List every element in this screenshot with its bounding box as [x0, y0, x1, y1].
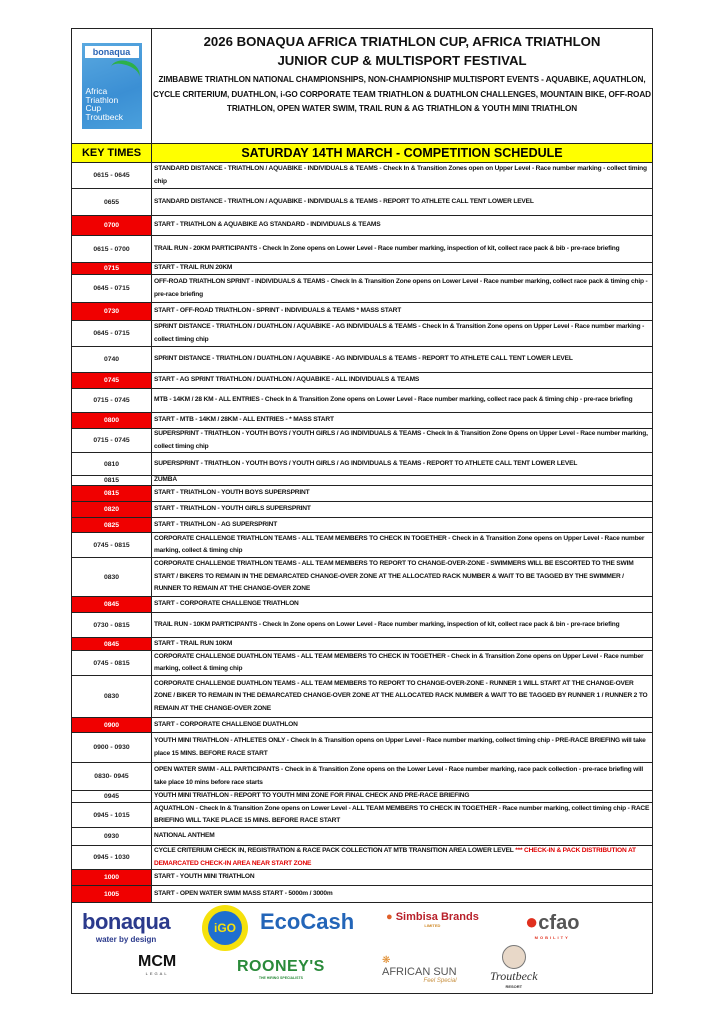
event-description [152, 413, 652, 428]
key-time: 0945 [72, 791, 152, 802]
event-description [152, 303, 652, 320]
header [72, 29, 652, 144]
event-text: START - TRIATHLON - YOUTH GIRLS SUPERSPRINT [154, 505, 311, 513]
event-text: START - TRIATHLON - YOUTH BOYS SUPERSPRINT [154, 489, 310, 497]
event-text: TRAIL RUN - 20KM PARTICIPANTS - Check In Zone opens on Lower Level - Race number marking, inspection of kit, collect race pack & bib - pre-race briefing [154, 244, 620, 252]
key-time: 0715 - 0745 [72, 429, 152, 452]
schedule-row-start [72, 263, 652, 275]
schedule-row-start [72, 718, 652, 733]
sponsor-rooneys: ROONEY'S THE HIRING SPECIALISTS [237, 958, 325, 980]
key-time: 0845 [72, 597, 152, 612]
event-text: SPRINT DISTANCE - TRIATHLON / DUATHLON / AQUABIKE - AG INDIVIDUALS & TEAMS - REPORT TO ATHLETE CALL TENT LOWER LEVEL [154, 355, 573, 363]
event-description [152, 870, 652, 885]
schedule-row [72, 803, 652, 828]
event-description [152, 651, 652, 675]
event-description [152, 533, 652, 557]
schedule-row [72, 791, 652, 803]
page-subtitle: ZIMBABWE TRIATHLON NATIONAL CHAMPIONSHIPS, NON-CHAMPIONSHIP MULTISPORT EVENTS - AQUABIKE, AQUATHLON, CYCLE CRITERIUM, DUATHLON, i-GO CORPORATE TEAM TRIATHLON & DUATHLON CHALLENGES, MOUNTAIN BIKE, OFF-ROAD TRIATHLON, OPEN WATER SWIM, TRAIL RUN & AG TRIATHLON & YOUTH MINI TRIATHLON [153, 75, 651, 113]
page-title-line2: JUNIOR CUP & MULTISPORT FESTIVAL [277, 53, 527, 68]
key-time: 0715 - 0745 [72, 389, 152, 412]
schedule-row-start [72, 870, 652, 886]
event-description [152, 236, 652, 262]
event-logo [82, 43, 142, 129]
key-time: 0810 [72, 453, 152, 475]
schedule-row [72, 558, 652, 597]
sponsor-bonaqua: bonaqua water by design [82, 909, 171, 944]
event-description [152, 476, 652, 485]
schedule-row [72, 828, 652, 846]
schedule-row [72, 347, 652, 373]
schedule-sheet [71, 28, 653, 994]
logo-brand: bonaqua [85, 46, 139, 58]
key-time: 0800 [72, 413, 152, 428]
event-text: SPRINT DISTANCE - TRIATHLON / DUATHLON / AQUABIKE - AG INDIVIDUALS & TEAMS - Check In & Transition Zone opens on Upper Level - Race number marking - collect timing chip [154, 323, 645, 343]
event-description [152, 613, 652, 637]
event-text: START - TRAIL RUN 20KM [154, 264, 233, 272]
key-time: 0745 - 0815 [72, 651, 152, 675]
event-text: START - TRAIL RUN 10KM [154, 639, 233, 647]
event-text: CORPORATE CHALLENGE DUATHLON TEAMS - ALL TEAM MEMBERS TO REPORT TO CHANGE-OVER-ZONE - RUNNER 1 WILL START AT THE CHANGE-OVER ZONE / BIKER TO REMAIN IN THE DEMARCATED CHANGE-OVER ZONE AT THE ALLOCATED RACK NUMBER & WAIT TO BE TAGGED BY RUNNER 1 / RUNNER 2 TO REMAIN AT THE CHANGE-OVER ZONE [154, 679, 648, 712]
event-text: MTB - 14KM / 28 KM - ALL ENTRIES - Check In & Transition Zone opens on Lower Level - Race number marking, collect race pack & timing chip - pre-race briefing [154, 396, 633, 404]
logo-text: Africa Triathlon Cup Troutbeck [85, 86, 123, 122]
event-description [152, 429, 652, 452]
key-time: 0615 - 0645 [72, 163, 152, 188]
schedule-table [72, 163, 652, 903]
event-text: START - CORPORATE CHALLENGE TRIATHLON [154, 600, 299, 608]
schedule-row [72, 189, 652, 216]
key-time: 1000 [72, 870, 152, 885]
key-time: 0745 [72, 373, 152, 388]
key-time: 0830- 0945 [72, 763, 152, 790]
sponsor-igo: iGO [202, 905, 248, 951]
event-text: OPEN WATER SWIM - ALL PARTICIPANTS - Check in & Transition Zone opens on the Lower Level - Race number marking, race pack collection - pre-race briefing will take place 10 mins before race starts [154, 766, 644, 786]
key-time: 0830 [72, 558, 152, 596]
event-description [152, 676, 652, 717]
schedule-row [72, 613, 652, 638]
key-time: 0815 [72, 486, 152, 501]
sponsor-troutbeck: Troutbeck RESORT [490, 945, 538, 989]
event-text: START - OPEN WATER SWIM MASS START - 5000m / 3000m [154, 889, 333, 897]
event-description [152, 763, 652, 790]
key-time: 0845 [72, 638, 152, 650]
title-cell [152, 29, 652, 143]
event-description [152, 638, 652, 650]
event-description [152, 718, 652, 732]
event-description [152, 846, 652, 869]
event-text: CORPORATE CHALLENGE TRIATHLON TEAMS - ALL TEAM MEMBERS TO REPORT TO CHANGE-OVER-ZONE - SWIMMERS WILL BE ESCORTED TO THE SWIM START / BIKERS TO REMAIN IN THE DEMARCATED CHANGE-OVER ZONE AT THE ALLOCATED RACK NUMBER & WAIT TO BE TAGGED BY THE SWIMMER / RUNNER TO REMAIN AT THE CHANGE-OVER ZONE [154, 560, 634, 593]
event-text: CORPORATE CHALLENGE DUATHLON TEAMS - ALL TEAM MEMBERS TO CHECK IN TOGETHER - Check in & Transition Zone opens on Upper Level - Race number marking, collect & timing chip [154, 652, 644, 672]
schedule-row-start [72, 518, 652, 533]
key-time: 0930 [72, 828, 152, 845]
event-description [152, 389, 652, 412]
sponsor-african-sun: ❋ AFRICAN SUN Feel Special [382, 955, 457, 984]
schedule-row [72, 321, 652, 347]
event-text: ZUMBA [154, 476, 177, 484]
event-alert-text: *** CHECK-IN & PACK DISTRIBUTION AT DEMARCATED CHECK-IN AREA NEAR START ZONE [154, 847, 636, 867]
event-description [152, 321, 652, 346]
schedule-row [72, 846, 652, 870]
schedule-row [72, 733, 652, 763]
schedule-row-start [72, 373, 652, 389]
event-text: AQUATHLON - Check In & Transition Zone opens on Lower Level - ALL TEAM MEMBERS TO CHECK IN TOGETHER - Race number marking, collect timing chip - RACE BRIEFING WILL TAKE PLACE 15 MINS. BEFORE RACE START [154, 804, 650, 824]
event-text: YOUTH MINI TRIATHLON - REPORT TO YOUTH MINI ZONE FOR FINAL CHECK AND PRE-RACE BRIEFING [154, 792, 470, 800]
schedule-row [72, 389, 652, 413]
key-time: 0740 [72, 347, 152, 372]
schedule-row [72, 476, 652, 486]
event-text: CORPORATE CHALLENGE TRIATHLON TEAMS - ALL TEAM MEMBERS TO CHECK IN TOGETHER - Check in & Transition Zone opens on Upper Level - Race number marking, collect & timing chip [154, 534, 645, 554]
key-time: 0645 - 0715 [72, 275, 152, 302]
key-time: 0730 [72, 303, 152, 320]
schedule-row [72, 429, 652, 453]
event-text: OFF-ROAD TRIATHLON SPRINT - INDIVIDUALS & TEAMS - Check In & Transition Zone opens on Lower Level - Race number marking, collect race pack & timing chip - pre-race briefing [154, 278, 648, 298]
sponsor-cfao: ●cfao MOBILITY [525, 909, 580, 940]
schedule-row-start [72, 486, 652, 502]
event-description [152, 347, 652, 372]
event-text: STANDARD DISTANCE - TRIATHLON / AQUABIKE - INDIVIDUALS & TEAMS - Check In & Transition Zones open on Upper Level - Race number marking - collect timing chip [154, 165, 647, 185]
schedule-row-start [72, 216, 652, 236]
key-time: 0830 [72, 676, 152, 717]
key-time: 0900 [72, 718, 152, 732]
event-description [152, 733, 652, 762]
event-text: START - CORPORATE CHALLENGE DUATHLON [154, 720, 298, 728]
schedule-header-band [72, 144, 652, 163]
key-time: 0700 [72, 216, 152, 235]
key-time: 0655 [72, 189, 152, 215]
event-text: START - MTB - 14KM / 28KM - ALL ENTRIES - * MASS START [154, 416, 334, 424]
schedule-row [72, 453, 652, 476]
schedule-row [72, 676, 652, 718]
event-text: SUPERSPRINT - TRIATHLON - YOUTH BOYS / YOUTH GIRLS / AG INDIVIDUALS & TEAMS - Check In & Transition Zone Opens on Upper Level - Race number marking, collect timing chip [154, 430, 648, 450]
schedule-row-start [72, 638, 652, 651]
key-times-heading: KEY TIMES [72, 144, 152, 162]
key-time: 0615 - 0700 [72, 236, 152, 262]
event-text: SUPERSPRINT - TRIATHLON - YOUTH BOYS / YOUTH GIRLS / AG INDIVIDUALS & TEAMS - REPORT TO ATHLETE CALL TENT LOWER LEVEL [154, 459, 578, 467]
logo-swoosh-icon [107, 57, 143, 88]
schedule-row [72, 651, 652, 676]
event-text: START - TRIATHLON - AG SUPERSPRINT [154, 520, 278, 528]
event-text: START - YOUTH MINI TRIATHLON [154, 873, 255, 881]
schedule-row [72, 163, 652, 189]
event-description [152, 216, 652, 235]
event-description [152, 486, 652, 501]
event-text: STANDARD DISTANCE - TRIATHLON / AQUABIKE - INDIVIDUALS & TEAMS - REPORT TO ATHLETE CALL TENT LOWER LEVEL [154, 197, 534, 205]
key-time: 1005 [72, 886, 152, 902]
event-text: NATIONAL ANTHEM [154, 832, 215, 840]
event-description [152, 803, 652, 827]
event-description [152, 828, 652, 845]
event-description [152, 502, 652, 517]
event-description [152, 518, 652, 532]
key-time: 0945 - 1015 [72, 803, 152, 827]
event-description [152, 163, 652, 188]
sponsor-simbisa: ● Simbisa Brands LIMITED [386, 911, 479, 928]
sponsor-mcm: MCM LEGAL [138, 953, 177, 976]
event-description [152, 597, 652, 612]
key-time: 0745 - 0815 [72, 533, 152, 557]
key-time: 0730 - 0815 [72, 613, 152, 637]
schedule-row-start [72, 597, 652, 613]
event-text: TRAIL RUN - 10KM PARTICIPANTS - Check In Zone opens on Lower Level - Race number marking, inspection of kit, collect race pack & bin - pre-race briefing [154, 620, 620, 628]
key-time: 0815 [72, 476, 152, 485]
page-title-line1: 2026 BONAQUA AFRICA TRIATHLON CUP, AFRICA TRIATHLON [203, 34, 601, 49]
event-description [152, 558, 652, 596]
key-time: 0715 [72, 263, 152, 274]
schedule-row [72, 275, 652, 303]
event-description [152, 373, 652, 388]
schedule-row [72, 763, 652, 791]
sponsor-logos [72, 903, 652, 993]
event-logo-cell [72, 29, 152, 143]
schedule-row-start [72, 413, 652, 429]
key-time: 0825 [72, 518, 152, 532]
event-description [152, 791, 652, 802]
event-description [152, 453, 652, 475]
schedule-row [72, 236, 652, 263]
event-description [152, 263, 652, 274]
event-text: START - OFF-ROAD TRIATHLON - SPRINT - INDIVIDUALS & TEAMS * MASS START [154, 307, 402, 315]
event-description [152, 275, 652, 302]
event-text: YOUTH MINI TRIATHLON - ATHLETES ONLY - Check In & Transition opens on Upper Level - Race number marking, collect timing chip - PRE-RACE BRIEFING will take place 15 MINS. BEFORE RACE START [154, 737, 646, 757]
schedule-row-start [72, 502, 652, 518]
event-description [152, 886, 652, 902]
event-description [152, 189, 652, 215]
schedule-row-start [72, 886, 652, 903]
key-time: 0820 [72, 502, 152, 517]
event-text: START - TRIATHLON & AQUABIKE AG STANDARD - INDIVIDUALS & TEAMS [154, 221, 381, 229]
key-time: 0900 - 0930 [72, 733, 152, 762]
schedule-row [72, 533, 652, 558]
key-time: 0945 - 1030 [72, 846, 152, 869]
event-text: START - AG SPRINT TRIATHLON / DUATHLON / AQUABIKE - ALL INDIVIDUALS & TEAMS [154, 376, 420, 384]
event-text: CYCLE CRITERIUM CHECK IN, REGISTRATION & RACE PACK COLLECTION AT MTB TRANSITION AREA LOWER LEVEL [154, 847, 516, 854]
key-time: 0645 - 0715 [72, 321, 152, 346]
schedule-row-start [72, 303, 652, 321]
sponsor-ecocash: EcoCash [260, 909, 355, 934]
schedule-title: SATURDAY 14TH MARCH - COMPETITION SCHEDULE [241, 146, 563, 160]
